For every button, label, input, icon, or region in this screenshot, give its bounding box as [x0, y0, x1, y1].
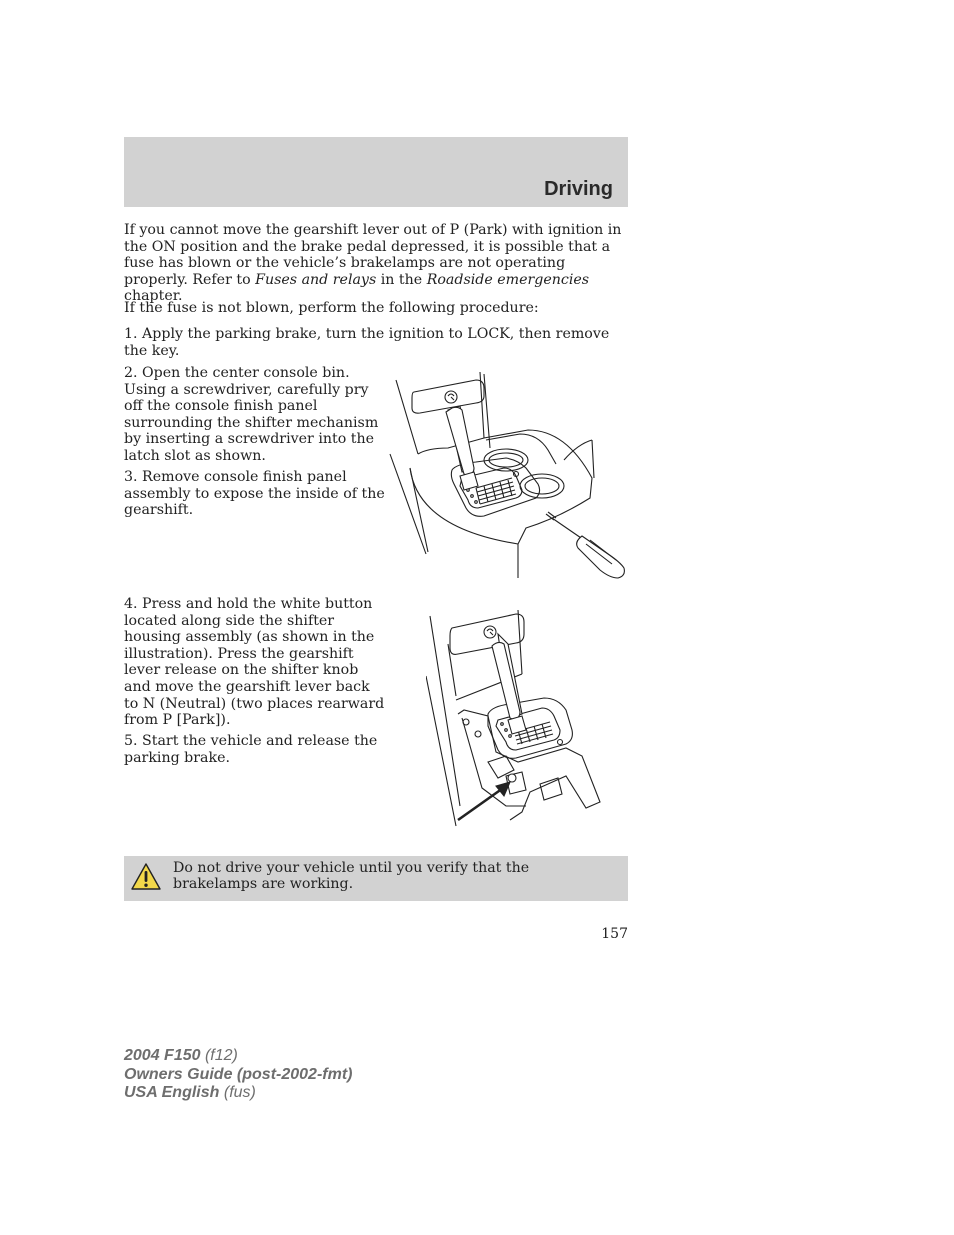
- document-footer: [124, 1047, 352, 1103]
- footer-line-3: [124, 1084, 352, 1103]
- fuse-not-blown-paragraph: If the fuse is not blown, perform the following procedure:: [124, 300, 539, 316]
- footer-model-code: (f12): [200, 1047, 238, 1064]
- step-5: 5. Start the vehicle and release the parking brake.: [124, 733, 378, 766]
- console-screwdriver-illustration: [388, 368, 630, 584]
- footer-guide: Owners Guide (post-2002-fmt): [124, 1065, 353, 1083]
- section-header: [124, 137, 628, 207]
- step-2: 2. Open the center console bin. Using a screwdriver, carefully pry off the console finish panel surrounding the shifter mechanism by inserting a screwdriver into the latch slot as shown.: [124, 365, 379, 464]
- step-1: 1. Apply the parking brake, turn the ignition to LOCK, then remove the key.: [124, 326, 610, 359]
- page-number: 157: [601, 926, 628, 942]
- intro-paragraph: [124, 222, 628, 305]
- footer-line-1: [124, 1047, 352, 1066]
- fuses-relays-reference: Fuses and relays: [255, 271, 377, 288]
- shifter-button-illustration: [426, 606, 606, 834]
- warning-box: [124, 856, 628, 901]
- intro-text-2: in the: [376, 271, 427, 288]
- footer-line-2: [124, 1066, 352, 1085]
- footer-language: USA English: [124, 1084, 220, 1101]
- warning-triangle-icon: [130, 862, 162, 892]
- step-3: 3. Remove console finish panel assembly to expose the inside of the gearshift.: [124, 469, 385, 519]
- section-title: Driving: [544, 178, 613, 200]
- intro-text-3: chapter.: [124, 288, 183, 305]
- step-4: 4. Press and hold the white button located along side the shifter housing assembly (as shown in the illustration). Press the gearshift lever release on the shifter knob and move the gearshift lever back to N (Neutral) (two places rearward from P [Park]).: [124, 596, 385, 729]
- footer-language-code: (fus): [219, 1084, 256, 1101]
- footer-model: 2004 F150: [124, 1047, 201, 1064]
- roadside-emergencies-reference: Roadside emergencies: [426, 271, 590, 288]
- warning-text: Do not drive your vehicle until you verify that the brakelamps are working.: [173, 860, 530, 893]
- intro-text-1: If you cannot move the gearshift lever out of P (Park) with ignition in the ON position and the brake pedal depressed, it is possible that a fuse has blown or the vehicle’s brakelamps are not operating properly. Refer to: [124, 222, 622, 288]
